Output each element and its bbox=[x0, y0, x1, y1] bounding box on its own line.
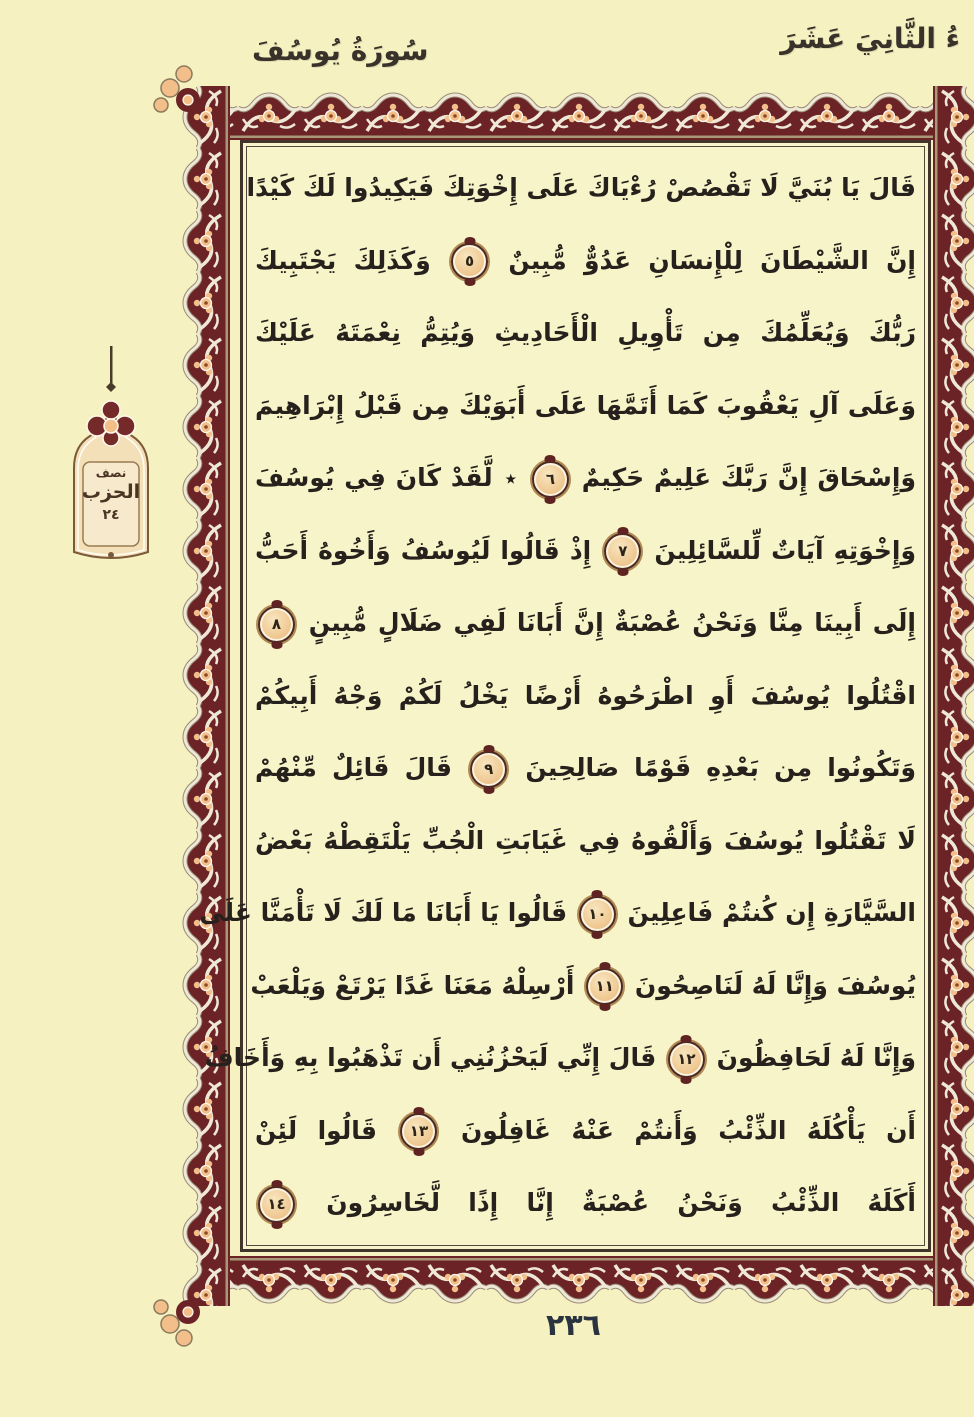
quran-line bbox=[255, 1095, 916, 1168]
rub-el-hizb-star-icon: ٭ bbox=[504, 465, 518, 492]
quran-words: وَإِخْوَتِهِ آيَاتٌ لِّلسَّائِلِينَ bbox=[644, 535, 916, 565]
ayah-number: ٦ bbox=[545, 469, 555, 488]
quran-line bbox=[246, 152, 916, 225]
quran-line bbox=[255, 370, 916, 443]
ayah-number: ١٠ bbox=[588, 904, 607, 923]
ayah-number-medallion bbox=[668, 1041, 705, 1078]
ayah-number-medallion bbox=[579, 896, 616, 933]
quran-words: قَالَ إِنِّي لَيَحْزُنُنِي أَن تَذْهَبُوا بِهِ وَأَخَافُ bbox=[204, 1043, 665, 1072]
quran-line bbox=[255, 660, 916, 733]
juz-header-label: ءُ الثَّانِيَ عَشَرَ bbox=[780, 22, 960, 55]
ayah-number-medallion bbox=[604, 533, 641, 570]
quran-words: أَن يَأْكُلَهُ الذِّئْبُ وَأَنتُمْ عَنْهُ غَافِلُونَ bbox=[440, 1115, 916, 1145]
hizb-medallion-dome-icon bbox=[58, 346, 164, 560]
quran-words: قَالُوا لَئِنْ bbox=[255, 1115, 398, 1145]
ayah-number-medallion bbox=[258, 606, 295, 643]
ayah-number-medallion bbox=[400, 1113, 437, 1150]
quran-words: إِلَى أَبِينَا مِنَّا وَنَحْنُ عُصْبَةٌ إِنَّ أَبَانَا لَفِي ضَلَالٍ مُّبِينٍ bbox=[298, 608, 916, 637]
quran-line bbox=[255, 732, 916, 805]
page-number: ٢٣٦ bbox=[546, 1308, 601, 1343]
quran-words: لَّقَدْ كَانَ فِي يُوسُفَ bbox=[255, 463, 503, 492]
quran-line bbox=[255, 297, 916, 370]
ayah-number: ١١ bbox=[595, 977, 614, 995]
ayah-number-medallion bbox=[258, 1186, 295, 1223]
ayah-number: ٨ bbox=[271, 614, 282, 633]
border-frieze-right bbox=[933, 86, 974, 1306]
corner-ornament-icon bbox=[148, 58, 212, 122]
hizb-word-label: الحزب bbox=[81, 481, 141, 503]
quran-words: وَكَذَلِكَ يَجْتَبِيكَ bbox=[255, 245, 449, 275]
quran-line bbox=[255, 515, 916, 588]
quran-words: وَإِسْحَاقَ إِنَّ رَبَّكَ عَلِيمٌ حَكِيمٌ bbox=[571, 463, 916, 492]
quran-words: قَالَ يَا بُنَيَّ لَا تَقْصُصْ رُءْيَاكَ عَلَى إِخْوَتِكَ فَيَكِيدُوا لَكَ كَيْدًا bbox=[246, 173, 916, 202]
ayah-number-medallion bbox=[451, 243, 488, 280]
quran-line bbox=[199, 877, 916, 950]
text-frame bbox=[199, 140, 931, 1252]
quran-words: اقْتُلُوا يُوسُفَ أَوِ اطْرَحُوهُ أَرْضًا يَخْلُ لَكُمْ وَجْهُ أَبِيكُمْ bbox=[255, 680, 916, 710]
quran-words: إِنَّ الشَّيْطَانَ لِلْإِنسَانِ عَدُوٌّ مُّبِينٌ bbox=[491, 245, 916, 275]
ayah-number-medallion bbox=[470, 751, 507, 788]
quran-words: رَبُّكَ وَيُعَلِّمُكَ مِن تَأْوِيلِ الْأَحَادِيثِ وَيُتِمُّ نِعْمَتَهُ عَلَيْكَ bbox=[255, 318, 916, 347]
hizb-marker-text bbox=[58, 466, 164, 524]
quran-words: أَكَلَهُ الذِّئْبُ وَنَحْنُ عُصْبَةٌ إِنَّا إِذًا لَّخَاسِرُونَ bbox=[298, 1188, 916, 1217]
quran-words: قَالُوا يَا أَبَانَا مَا لَكَ لَا تَأْمَنَّا عَلَى bbox=[199, 898, 576, 927]
hizb-margin-medallion bbox=[58, 346, 164, 560]
quran-line bbox=[250, 950, 916, 1023]
ayah-number: ١٤ bbox=[267, 1194, 286, 1213]
quran-line bbox=[255, 225, 916, 298]
border-frieze-bottom bbox=[176, 1256, 971, 1310]
quran-words: قَالَ قَائِلٌ مِّنْهُمْ bbox=[255, 753, 468, 782]
quran-line bbox=[255, 587, 916, 660]
quran-words: أَرْسِلْهُ مَعَنَا غَدًا يَرْتَعْ وَيَلْعَبْ bbox=[250, 970, 584, 1000]
hizb-fraction-label: نصف bbox=[95, 466, 127, 480]
ayah-number: ١٣ bbox=[409, 1122, 429, 1140]
quran-words: وَإِنَّا لَهُ لَحَافِظُونَ bbox=[707, 1043, 916, 1072]
quran-line bbox=[255, 805, 916, 878]
quran-words: يُوسُفَ وَإِنَّا لَهُ لَنَاصِحُونَ bbox=[626, 970, 916, 1000]
ayah-number: ٩ bbox=[484, 759, 494, 778]
quran-words: إِذْ قَالُوا لَيُوسُفُ وَأَخُوهُ أَحَبُّ bbox=[255, 535, 602, 565]
ayah-number: ٥ bbox=[464, 252, 475, 270]
quran-text-block bbox=[199, 152, 916, 1241]
quran-words: وَتَكُونُوا مِن بَعْدِهِ قَوْمًا صَالِحِينَ bbox=[510, 753, 916, 782]
quran-words: وَعَلَى آلِ يَعْقُوبَ كَمَا أَتَمَّهَا عَلَى أَبَوَيْكَ مِن قَبْلُ إِبْرَاهِيمَ bbox=[255, 390, 916, 420]
quran-line bbox=[255, 442, 916, 515]
ayah-number-medallion bbox=[532, 461, 569, 498]
ayah-number-medallion bbox=[586, 968, 623, 1005]
border-frieze-top bbox=[176, 86, 971, 140]
hizb-number: ٢٤ bbox=[102, 506, 120, 523]
ayah-number: ١٢ bbox=[677, 1049, 696, 1068]
quran-words: السَّيَّارَةِ إِن كُنتُمْ فَاعِلِينَ bbox=[618, 898, 916, 927]
surah-header-label: سُورَةُ يُوسُفَ bbox=[252, 34, 429, 67]
quran-line bbox=[255, 1167, 916, 1240]
ayah-number: ٧ bbox=[618, 542, 628, 560]
quran-words bbox=[519, 463, 529, 492]
border-frieze-left bbox=[176, 86, 232, 1306]
quran-words: لَا تَقْتُلُوا يُوسُفَ وَأَلْقُوهُ فِي غَيَابَتِ الْجُبِّ يَلْتَقِطْهُ بَعْضُ bbox=[255, 825, 916, 855]
quran-line bbox=[204, 1022, 916, 1095]
